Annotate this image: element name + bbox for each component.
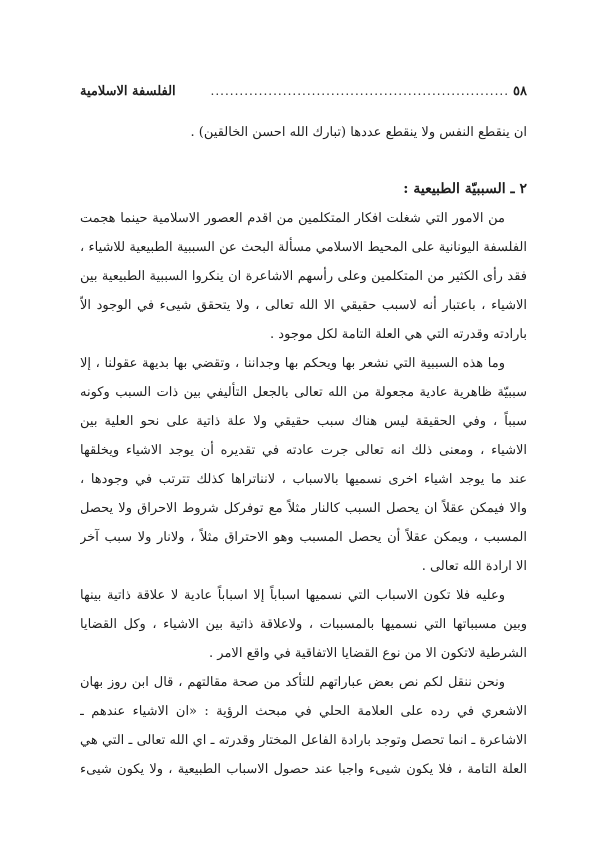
paragraph-1 (80, 204, 527, 349)
text-line: الا ارادة الله تعالى . (421, 559, 527, 574)
running-header (80, 84, 527, 106)
paragraph-4 (80, 668, 527, 784)
text-line: العلة التامة ، فلا يكون شيىء واجبا عند حصول الاسباب الطبيعية ، ولا يكون شيىء (80, 762, 527, 777)
text-line: وبين مسبباتها التي نسميها بالمسببات ، ولاعلاقة ذاتية بين الاشياء ، وكل القضايا (80, 617, 527, 632)
text-line: ونحن ننقل لكم نص بعض عباراتهم للتأكد من صحة مقالتهم ، قال ابن روز بهان (80, 675, 505, 690)
text-line: وما هذه السببية التي نشعر بها ويحكم بها وجداننا ، وتقضي بها بديهة عقولنا ، إلا (80, 356, 505, 371)
text-line: من الامور التي شغلت افكار المتكلمين من اقدم العصور الاسلامية حينما هجمت (80, 211, 505, 226)
text-line: عند ما يوجد اشياء اخرى نسميها بالاسباب ، لانناتراها كذلك تترتب في وجودها ، (80, 472, 527, 487)
section-block (80, 175, 527, 784)
paragraph-3 (80, 581, 527, 668)
text-line: الاشعري في رده على العلامة الحلي في مبحث الرؤية : «ان الاشياء عندهم ـ (80, 704, 527, 719)
text-line: والا فيمكن عقلاً ان يحصل السبب كالنار مثلاً مع توفركل شروط الاحراق ولا يحصل (80, 501, 527, 516)
text-line: فقد رأى الكثير من المتكلمين وعلى رأسهم الاشاعرة ان ينكروا السببية الطبيعية بين (80, 269, 527, 284)
text-line: الاشياء ، ومعنى ذلك انه تعالى جرت عادته في تقديره أن يوجد الاشياء ويخلقها (80, 443, 527, 458)
text-line: الشرطية لاتكون الا من نوع القضايا الاتفاقية في واقع الامر . (209, 646, 527, 661)
leader-dots: .............................................................. (210, 84, 510, 98)
section-heading: ٢ ـ السببيّة الطبيعية : (403, 181, 527, 197)
text-line: ان ينقطع النفس ولا ينقطع عددها (تبارك الله احسن الخالقين) . (190, 125, 527, 140)
running-title: الفلسفة الاسلامية (80, 84, 176, 99)
text-line: وعليه فلا تكون الاسباب التي نسميها اسباباً إلا اسباباً عادية لا علاقة ذاتية بينها (80, 588, 505, 603)
text-line: بارادته وقدرته التي هي العلة التامة لكل موجود . (270, 327, 527, 342)
intro-text (80, 118, 527, 147)
text-line: الاشاعرة ـ انما تحصل وتوجد بارادة الفاعل المختار وقدرته ـ اي الله تعالى ـ التي هي (80, 733, 527, 748)
text-line: سببيّة ظاهرية عادية مجعولة من الله تعالى بالجعل التأليفي بين ذات السبب وكونه (80, 385, 527, 400)
paragraph-2 (80, 349, 527, 581)
text-line: الاشياء ، باعتبار أنه لاسبب حقيقي الا الله تعالى ، ولا يتحقق شيىء في الوجود الاّ (80, 298, 527, 313)
text-line: المسبب ، ويمكن عقلاً أن يحصل المسبب وهو الاحتراق مثلاً ، ولانار ولا سبب آخر (80, 530, 527, 545)
text-line: الفلسفة اليونانية على المحيط الاسلامي مسألة البحث عن السببية الطبيعية للاشياء ، (80, 240, 527, 255)
text-line: سبباً ، وفي الحقيقة ليس هناك سبب حقيقي ولا علة ذاتية على نحو العلية بين (80, 414, 527, 429)
page-number: ٥٨ (513, 84, 527, 99)
